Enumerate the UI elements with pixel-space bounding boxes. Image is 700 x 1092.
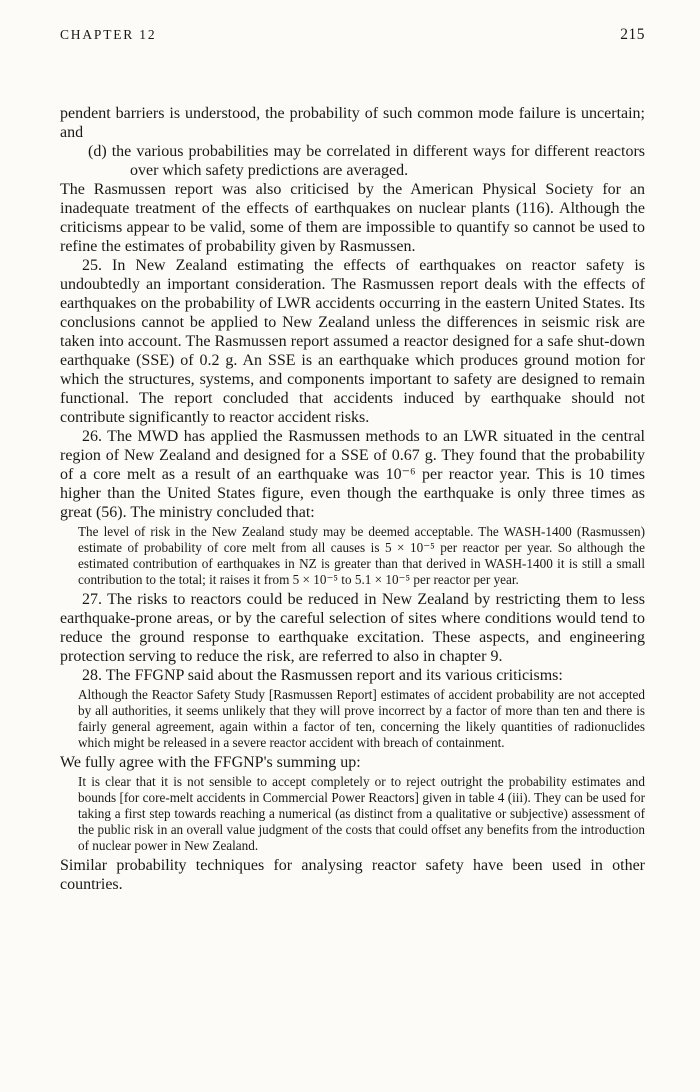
- paragraph-25: 25. In New Zealand estimating the effects of earthquakes on reactor safety is undoubtedly an important consideration. The Rasmussen report deals with the effects of earthquakes on the probability of LWR accidents occurring in the eastern United States. Its conclusions cannot be applied to New Zealand unless the differences in seismic risk are taken into account. The Rasmussen report assumed a reactor designed for a safe shut-down earthquake (SSE) of 0.2 g. An SSE is an earthquake which produces ground motion for which the structures, systems, and components important to safety are designed to remain functional. The report concluded that accidents induced by earthquake should not contribute significantly to reactor accident risks.: [60, 257, 645, 426]
- chapter-label: CHAPTER 12: [60, 27, 157, 42]
- paragraph-27: 27. The risks to reactors could be reduced in New Zealand by restricting them to less earthquake-prone areas, or by the careful selection of sites where conditions would tend to reduce the ground response to earthquake excitation. These aspects, and engineering protection serving to reduce the risk, are referred to also in chapter 9.: [60, 591, 645, 665]
- page-body: [60, 104, 645, 894]
- paragraph-similar-techniques: Similar probability techniques for analysing reactor safety have been used in other countries.: [60, 857, 645, 893]
- blockquote-ministry-conclusion: The level of risk in the New Zealand study may be deemed acceptable. The WASH-1400 (Rasmussen) estimate of probability of core melt from all causes is 5 × 10⁻⁵ per reactor per year. So although the estimated contribution of earthquakes in NZ is greater than that derived in WASH-1400 it is still a small contribution to the total; it raises it from 5 × 10⁻⁵ to 5.1 × 10⁻⁵ per reactor per year.: [78, 524, 645, 587]
- paragraph-26: 26. The MWD has applied the Rasmussen methods to an LWR situated in the central region of New Zealand and designed for a SSE of 0.67 g. They found that the probability of a core melt as a result of an earthquake was 10⁻⁶ per reactor year. This is 10 times higher than the United States figure, even though the earthquake is only three times as great (56). The ministry concluded that:: [60, 428, 645, 521]
- blockquote-ffgnp-statement: Although the Reactor Safety Study [Rasmussen Report] estimates of accident probability are not accepted by all authorities, it seems unlikely that they will prove incorrect by a factor of more than ten and there is fairly general agreement, again within a factor of ten, concerning the likely quantities of radionuclides which might be released in a severe reactor accident with breach of containment.: [78, 687, 645, 750]
- blockquote-ffgnp-summing-up: It is clear that it is not sensible to accept completely or to reject outright the probability estimates and bounds [for core-melt accidents in Commercial Power Reactors] given in table 4 (iii). They can be used for taking a first step towards reaching a numerical (as distinct from a qualitative or subjective) assessment of the public risk in an overall value judgment of the costs that could offset any benefits from the introduction of nuclear power in New Zealand.: [78, 774, 645, 853]
- paragraph-continuation-item-c: pendent barriers is understood, the probability of such common mode failure is uncertain; and: [60, 105, 645, 141]
- paragraph-agree: We fully agree with the FFGNP's summing up:: [60, 754, 361, 771]
- list-item-d: (d) the various probabilities may be correlated in different ways for different reactors over which safety predictions are averaged.: [88, 143, 645, 179]
- running-header: [60, 26, 645, 44]
- paragraph-28: 28. The FFGNP said about the Rasmussen report and its various criticisms:: [82, 667, 563, 684]
- page-number: 215: [620, 26, 645, 43]
- paragraph-aps-criticism: The Rasmussen report was also criticised by the American Physical Society for an inadequate treatment of the effects of earthquakes on nuclear plants (116). Although the criticisms appear to be valid, some of them are impossible to quantify so cannot be used to refine the estimates of probability given by Rasmussen.: [60, 181, 645, 255]
